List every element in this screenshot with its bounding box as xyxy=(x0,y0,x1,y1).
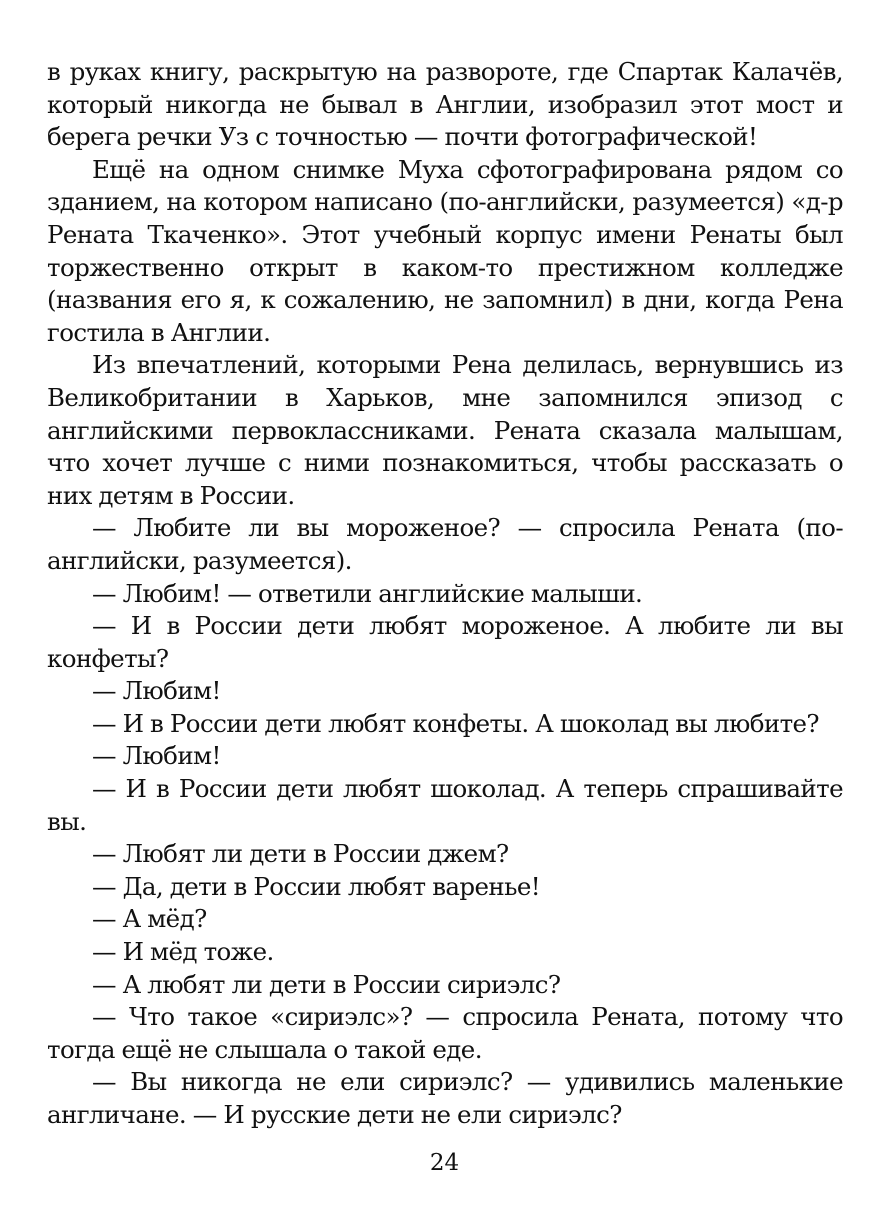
dialogue-line: — Любим! xyxy=(92,676,221,706)
dialogue-line: — А любят ли дети в России сириэлс? xyxy=(92,969,561,999)
paragraph: Из впечатлений, которыми Рена делилась, вернувшись из Великобритании в Харьков, мне запомнился эпизод с английскими первоклассниками. Рената сказала малышам, что хочет лучше с ними познакомиться, чтобы рассказать о них детям в России. xyxy=(47,350,843,510)
dialogue-line: — Что такое «сириэлс»? — спросила Рената, потому что тогда ещё не слышала о такой еде. xyxy=(47,1002,843,1064)
dialogue-line: — Любите ли вы мороженое? — спросила Рената (по-английски, разумеется). xyxy=(47,513,843,575)
dialogue-line: — Любят ли дети в России джем? xyxy=(92,839,509,869)
dialogue-line: — Да, дети в России любят варенье! xyxy=(92,871,540,901)
dialogue-line: — И в России дети любят мороженое. А любите ли вы конфеты? xyxy=(47,611,843,673)
dialogue-line: — Вы никогда не ели сириэлс? — удивились маленькие англичане. — И русские дети не ели сириэлс? xyxy=(47,1067,843,1129)
dialogue-line: — Любим! xyxy=(92,741,221,771)
paragraph: Ещё на одном снимке Муха сфотографирована рядом со зданием, на котором написано (по-английски, разумеется) «д-р Рената Ткаченко». Этот учебный корпус имени Ренаты был торжественно открыт в каком-то престижном колледже (названия его я, к сожалению, не запомнил) в дни, когда Рена гостила в Англии. xyxy=(47,154,843,347)
paragraph: в руках книгу, раскрытую на развороте, где Спартак Калачёв, который никогда не бывал в Англии, изобразил этот мост и берега речки Уз с точностью — почти фотографической! xyxy=(47,57,843,152)
dialogue-line: — Любим! — ответили английские малыши. xyxy=(92,578,643,608)
page-text-body xyxy=(47,56,843,1132)
dialogue-line: — И мёд тоже. xyxy=(92,937,274,967)
dialogue-line: — И в России дети любят шоколад. А теперь спрашивайте вы. xyxy=(47,774,843,836)
dialogue-line: — И в России дети любят конфеты. А шоколад вы любите? xyxy=(92,708,819,738)
dialogue-line: — А мёд? xyxy=(92,904,207,934)
page-number: 24 xyxy=(429,1150,460,1176)
